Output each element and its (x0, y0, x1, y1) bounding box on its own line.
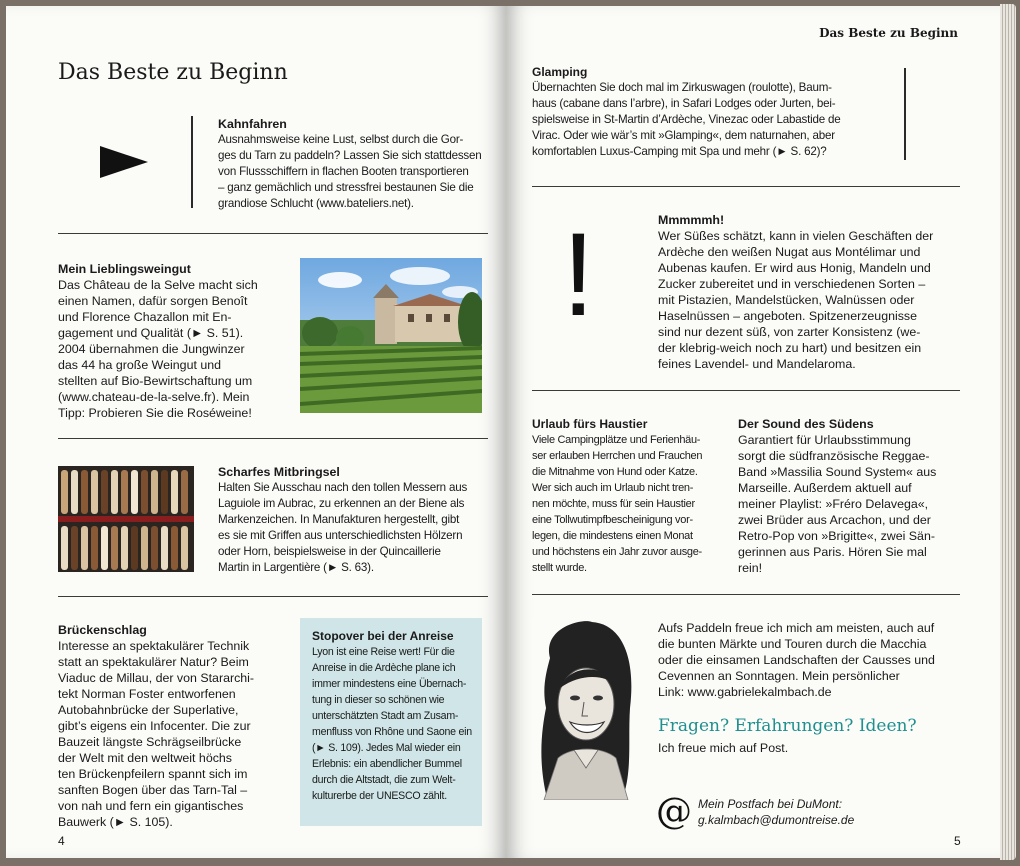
text-line: Ausnahmsweise keine Lust, selbst durch die Gor- (218, 133, 464, 146)
text-line: durch die Altstadt, die zum Welt- (312, 774, 456, 786)
text-line: Tipp: Probieren Sie die Roséweine! (58, 406, 252, 420)
postfach-label: Mein Postfach bei DuMont: (698, 797, 843, 811)
text-line: ges du Tarn zu paddeln? Lassen Sie sich stattdessen (218, 149, 482, 162)
text-line: Lyon ist eine Reise wert! Für die (312, 646, 455, 658)
text-line: menfluss von Rhône und Saone ein (312, 726, 472, 738)
text-line: Ardèche den weißen Nugat aus Montélimar und (658, 245, 921, 259)
text-line: 2004 übernahmen die Jungwinzer (58, 342, 245, 356)
text-line: die bunten Märkte und Touren durch die Macchia (658, 637, 927, 651)
chateau-photo (300, 258, 482, 413)
haustier-block (532, 416, 722, 576)
text-line: Virac. Oder wie wär’s mit »Glamping«, dem naturnahen, aber (532, 129, 835, 142)
text-line: Viele Campingplätze und Ferienhäu- (532, 434, 701, 446)
text-line: kulturerbe der UNESCO zählt. (312, 790, 447, 802)
text-line: Wer Süßes schätzt, kann in vielen Geschäften der (658, 229, 934, 243)
text-line: haus (cabane dans l’arbre), in Safari Lodges oder Jurten, bei- (532, 97, 836, 110)
text-line: Retro-Pop von »Brigitte«, zwei Sän- (738, 529, 935, 543)
text-line: stellt wurde. (532, 562, 587, 574)
page-number: 4 (58, 834, 65, 848)
page-edges (1000, 4, 1016, 860)
text-line: und Florence Chazallon mit En- (58, 310, 232, 324)
text-line: Cevennen an Sonntagen. Mein persönlicher (658, 669, 900, 683)
text-line: gagement und Qualität (► S. 51). (58, 326, 244, 340)
text-line: Bauzeit längste Schrägseilbrücke (58, 735, 242, 749)
text-line: nen möchte, muss für sein Haustier (532, 498, 695, 510)
text-line: Viaduc de Millau, der von Stararchi- (58, 671, 255, 685)
kahnfahren-heading: Kahnfahren (218, 117, 287, 131)
sound-block (738, 416, 968, 576)
postfach-block (698, 796, 854, 828)
text-line: tekt Norman Foster entworfenen (58, 687, 236, 701)
text-line: tung in dieser so schönen wie (312, 694, 445, 706)
section-divider (532, 186, 960, 187)
mmmmmh-block (658, 212, 968, 372)
vertical-divider (904, 68, 906, 160)
vertical-divider (191, 116, 193, 208)
glamping-heading: Glamping (532, 65, 588, 79)
stopover-box (300, 618, 482, 826)
section-divider (58, 596, 488, 597)
text-line: Band »Massilia Sound System« aus (738, 465, 937, 479)
text-line: statt an spektakulärer Natur? Beim (58, 655, 249, 669)
play-arrow-icon (100, 146, 148, 178)
glamping-block (532, 64, 892, 160)
knives-photo (58, 466, 194, 572)
mitbringsel-heading: Scharfes Mitbringsel (218, 465, 340, 479)
text-line: mit Pistazien, Mandelstücken, Walnüssen oder (658, 293, 915, 307)
text-line: spielsweise in St-Martin d’Ardèche, Vinezac oder Labastide de (532, 113, 841, 126)
author-block (658, 620, 968, 756)
weingut-heading: Mein Lieblingsweingut (58, 262, 191, 276)
text-line: feines Lavendel- und Mandelaroma. (658, 357, 856, 371)
text-line: der klebrig-weich noch zu hart) und besitzen ein (658, 341, 922, 355)
section-divider (58, 438, 488, 439)
kahnfahren-block (218, 116, 490, 212)
author-portrait (532, 618, 638, 800)
text-line: sorgt die südfranzösische Reggae- (738, 449, 930, 463)
text-line: es sie mit Griffen aus unterschiedlichsten Hölzern (218, 529, 463, 542)
text-line: Markenzeichen. In Manufakturen hergestellt, gibt (218, 513, 460, 526)
section-divider (532, 594, 960, 595)
text-line: Erlebnis: ein abendlicher Bummel (312, 758, 462, 770)
text-line: – ganz gemächlich und stressfrei bestaunen Sie die (218, 181, 474, 194)
weingut-block (58, 261, 288, 421)
brueckenschlag-block (58, 622, 288, 830)
text-line: Anreise in die Ardèche plane ich (312, 662, 456, 674)
text-line: Halten Sie Ausschau nach den tollen Messern aus (218, 481, 468, 494)
text-line: rein! (738, 561, 763, 575)
text-line: Marseille. Außerdem aktuell auf (738, 481, 912, 495)
section-divider (532, 390, 960, 391)
text-line: Haselnüssen – angeboten. Spitzenerzeugnisse (658, 309, 918, 323)
text-line: Aubenas kaufen. Er wird aus Honig, Mandeln und (658, 261, 931, 275)
section-divider (58, 233, 488, 234)
haustier-heading: Urlaub fürs Haustier (532, 417, 648, 431)
text-line: legen, die mindestens einen Monat (532, 530, 693, 542)
text-line: oder Horn, beispielsweise in der Quincaillerie (218, 545, 441, 558)
page-title: Das Beste zu Beginn (58, 60, 288, 85)
text-line: grandiose Schlucht (www.bateliers.net). (218, 197, 414, 210)
text-line: Bauwerk (► S. 105). (58, 815, 173, 829)
email-link[interactable]: g.kalmbach@dumontreise.de (698, 813, 855, 827)
text-line: eine Tollwutimpfbescheinigung vor- (532, 514, 693, 526)
text-line: von Flussschiffern in flachen Booten transportieren (218, 165, 469, 178)
text-line: komfortablen Luxus-Camping mit Spa und mehr (► S. 62)? (532, 145, 827, 158)
text-line: gibt’s eigens ein Infocenter. Die zur (58, 719, 251, 733)
page-number: 5 (954, 834, 961, 848)
text-line: Garantiert für Urlaubsstimmung (738, 433, 911, 447)
text-line: ser erlauben Herrchen und Frauchen (532, 450, 703, 462)
text-line: meiner Playlist: »Fréro Delavega«, (738, 497, 929, 511)
question-heading: Fragen? Erfahrungen? Ideen? (658, 716, 917, 736)
text-line: das 44 ha große Weingut und (58, 358, 222, 372)
text-line: sanften Bogen über das Tarn-Tal – (58, 783, 248, 797)
text-line: Aufs Paddeln freue ich mich am meisten, auch auf (658, 621, 935, 635)
text-line: Übernachten Sie doch mal im Zirkuswagen (roulotte), Baum- (532, 81, 832, 94)
text-line: ten Brückenpfeilern spannt sich im (58, 767, 248, 781)
right-page (506, 6, 1000, 858)
brueckenschlag-heading: Brückenschlag (58, 623, 147, 637)
text-line: der Welt mit den weltweit höchs (58, 751, 233, 765)
stopover-heading: Stopover bei der Anreise (312, 629, 454, 643)
text-line: (► S. 109). Jedes Mal wieder ein (312, 742, 461, 754)
text-line: von nah und fern ein gigantisches (58, 799, 244, 813)
at-icon: @ (656, 791, 692, 832)
text-line: immer mindestens eine Übernach- (312, 678, 467, 690)
text-line: Interesse an spektakulärer Technik (58, 639, 250, 653)
text-line: (www.chateau-de-la-selve.fr). Mein (58, 390, 250, 404)
mitbringsel-block (218, 464, 490, 576)
text-line: oder die einsamen Landschaften der Causses und (658, 653, 935, 667)
text-line: Martin in Largentière (► S. 63). (218, 561, 374, 574)
text-line: Autobahnbrücke der Superlative, (58, 703, 239, 717)
mmmmmh-heading: Mmmmmh! (658, 213, 725, 227)
text-line: zwei Brüder aus Arcachon, und der (738, 513, 931, 527)
text-line: die Mitnahme von Hund oder Katze. (532, 466, 698, 478)
text-line: Link: www.gabrielekalmbach.de (658, 685, 832, 699)
text-line: stellten auf Bio-Bewirtschaftung um (58, 374, 253, 388)
text-line: Zucker zubereitet und in verschiedenen Sorten – (658, 277, 926, 291)
sound-heading: Der Sound des Südens (738, 417, 874, 431)
text-line: und höchstens ein Jahr zuvor ausge- (532, 546, 702, 558)
text-line: einen Namen, dafür sorgen Benoît (58, 294, 248, 308)
left-page (6, 6, 506, 858)
text-line: unterschätzten Stadt am Zusam- (312, 710, 459, 722)
text-line: sind nur dezent süß, von zarter Konsistenz (we- (658, 325, 921, 339)
text-line: Laguiole im Aubrac, zu erkennen an der Biene als (218, 497, 465, 510)
text-line: gerinnen aus Paris. Hören Sie mal (738, 545, 927, 559)
running-head: Das Beste zu Beginn (819, 26, 958, 40)
text-line: Das Château de la Selve macht sich (58, 278, 258, 292)
post-text: Ich freue mich auf Post. (658, 741, 789, 755)
text-line: Wer sich auch im Urlaub nicht tren- (532, 482, 694, 494)
exclamation-icon: ! (562, 209, 595, 341)
